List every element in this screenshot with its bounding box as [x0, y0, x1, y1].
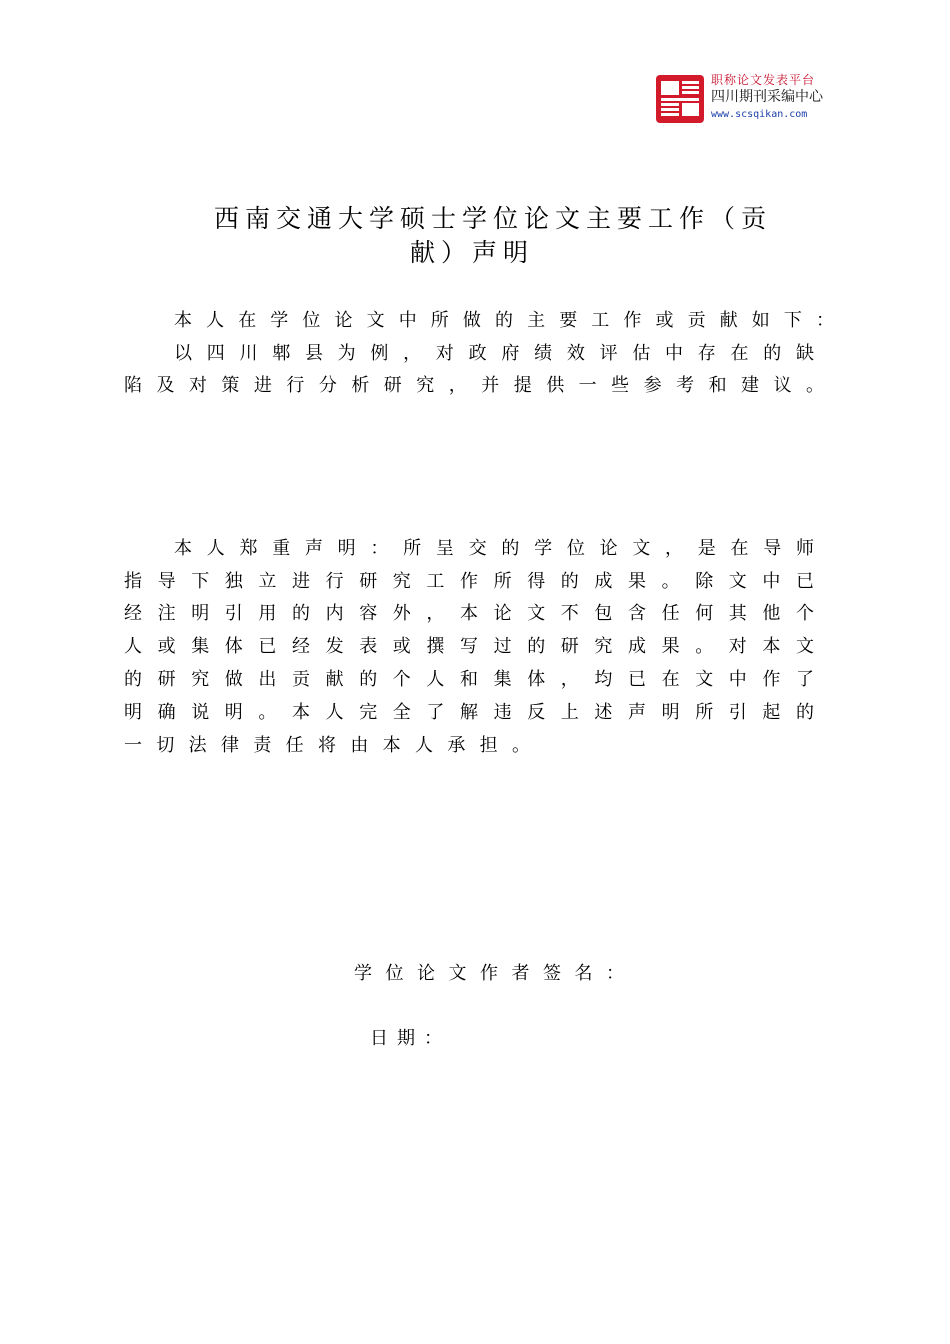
- author-signature-label: 学位论文作者签名：: [354, 963, 624, 984]
- work-paragraph-line-3: 陷及对策进行分析研究，并提供一些参考和建议。: [124, 375, 824, 396]
- title-line-2: 献）声明: [410, 238, 535, 267]
- work-paragraph-line-1: 本人在学位论文中所做的主要工作或贡献如下：: [174, 310, 834, 331]
- logo-text: [711, 72, 845, 122]
- work-paragraph-line-2: 以四川郫县为例，对政府绩效评估中存在的缺: [174, 343, 814, 364]
- logo-url[interactable]: www.scsqikan.com: [711, 109, 808, 120]
- title-line-1: 西南交通大学硕士学位论文主要工作（贡: [214, 204, 773, 233]
- declaration-line-1: 本人郑重声明：所呈交的学位论文，是在导师: [174, 538, 814, 559]
- date-label: 日期：: [370, 1028, 442, 1049]
- declaration-line-4: 人或集体已经发表或撰写过的研究成果。对本文: [124, 636, 814, 657]
- publisher-logo: [655, 72, 845, 128]
- declaration-line-3: 经注明引用的内容外，本论文不包含任何其他个: [124, 603, 814, 624]
- newspaper-icon: [655, 74, 705, 124]
- document-title: [214, 202, 814, 270]
- declaration-line-2: 指导下独立进行研究工作所得的成果。除文中已: [124, 571, 814, 592]
- logo-tagline: 职称论文发表平台: [711, 73, 816, 87]
- declaration-line-7: 一切法律责任将由本人承担。: [124, 735, 530, 756]
- logo-name: 四川期刊采编中心: [711, 89, 823, 105]
- declaration-line-5: 的研究做出贡献的个人和集体，均已在文中作了: [124, 669, 814, 690]
- declaration-line-6: 明确说明。本人完全了解违反上述声明所引起的: [124, 702, 814, 723]
